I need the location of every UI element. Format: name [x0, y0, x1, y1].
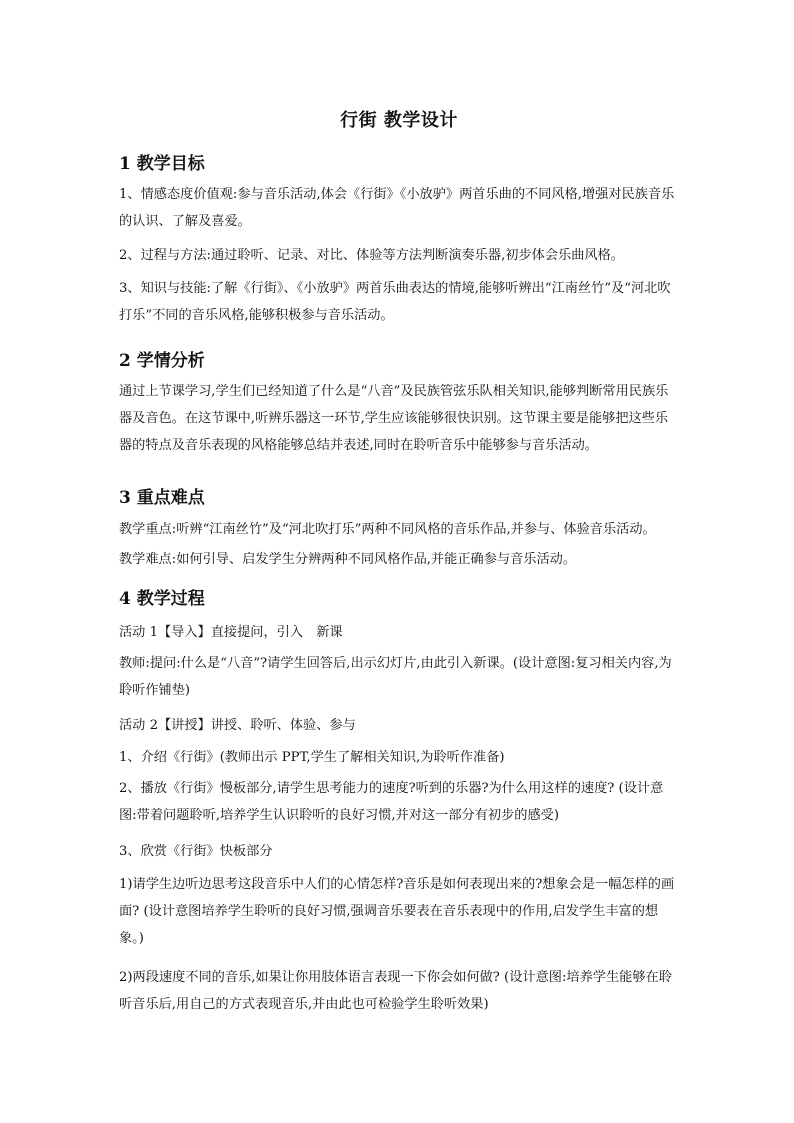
goal-paragraph-1: 1、情感态度价值观:参与音乐活动,体会《行街》《小放驴》两首乐曲的不同风格,增强对民族音乐的认识、了解及喜爱。: [119, 187, 675, 229]
analysis-paragraph: 通过上节课学习,学生们已经知道了什么是“八音”及民族管弦乐队相关知识,能够判断常用民族乐器及音色。在这节课中,听辨乐器这一环节,学生应该能够很快识别。这节课主要是能够把这些乐器的特点及音乐表现的风格能够总结并表述,同时在聆听音乐中能够参与音乐活动。: [119, 384, 669, 453]
activity-1-title: 活动 1【导入】直接提问，引入 新课: [119, 625, 343, 640]
goal-paragraph-3: 3、知识与技能:了解《行街》、《小放驴》两首乐曲表达的情境,能够听辨出“江南丝竹”及“河北吹打乐”不同的音乐风格,能够积极参与音乐活动。: [119, 281, 671, 323]
activity-2-item-1: 1、介绍《行街》(教师出示 PPT,学生了解相关知识,为聆听作准备): [119, 750, 505, 765]
goal-paragraph-2: 2、过程与方法:通过聆听、记录、对比、体验等方法判断演奏乐器,初步体会乐曲风格。: [119, 248, 624, 263]
activity-2-title: 活动 2【讲授】讲授、聆听、体验、参与: [119, 718, 356, 733]
key-point-paragraph: 教学重点:听辨“江南丝竹”及“河北吹打乐”两种不同风格的音乐作品,并参与、体验音乐活动。: [119, 522, 656, 537]
section-heading-key-points: 3 重点难点: [119, 488, 205, 508]
activity-2-item-2: 2、播放《行街》慢板部分,请学生思考能力的速度?听到的乐器?为什么用这样的速度? (设计意图:带着问题聆听,培养学生认识聆听的良好习惯,并对这一部分有初步的感受): [119, 781, 664, 823]
document-title: 行街 教学设计: [340, 110, 458, 131]
section-heading-process: 4 教学过程: [119, 589, 205, 609]
section-heading-analysis: 2 学情分析: [119, 351, 205, 371]
difficulty-paragraph: 教学难点:如何引导、启发学生分辨两种不同风格作品,并能正确参与音乐活动。: [119, 552, 577, 567]
activity-2-item-3-sub-1: 1)请学生边听边思考这段音乐中人们的心情怎样?音乐是如何表现出来的?想象会是一幅怎样的画面? (设计意图培养学生聆听的良好习惯,强调音乐要表在音乐表现中的作用,启发学生丰富的想象。): [119, 877, 675, 946]
activity-1-paragraph: 教师:提问:什么是“八音”?请学生回答后,出示幻灯片,由此引入新课。(设计意图:复习相关内容,为聆听作铺垫): [119, 656, 672, 698]
activity-2-item-3: 3、欣赏《行街》快板部分: [119, 844, 273, 859]
section-heading-goals: 1 教学目标: [119, 154, 205, 174]
activity-2-item-3-sub-2: 2)两段速度不同的音乐,如果让你用肢体语言表现一下你会如何做? (设计意图:培养学生能够在聆听音乐后,用自己的方式表现音乐,并由此也可检验学生聆听效果): [119, 970, 672, 1012]
